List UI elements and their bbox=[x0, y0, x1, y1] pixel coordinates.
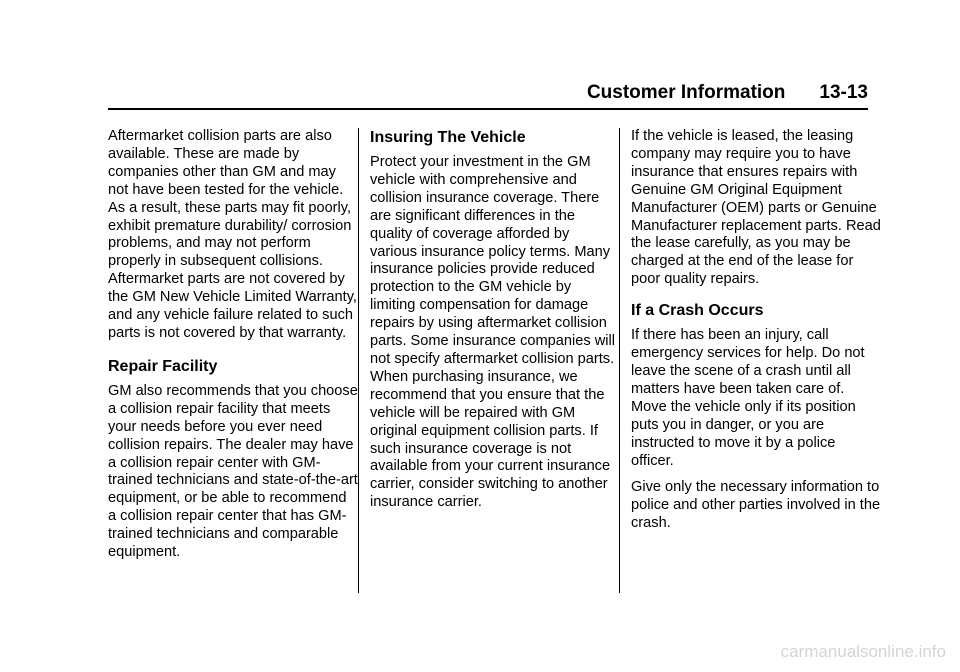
column-right bbox=[631, 128, 881, 533]
repair-facility-paragraph: GM also recommends that you choose a collision repair facility that meets your needs before you ever need collision repairs. The dealer may have a collision repair center with GM-trained technicians and state-of-the-art equipment, or be able to recommend a collision repair center that has GM-trained technicians and comparable equipment. bbox=[108, 382, 358, 561]
insuring-heading: Insuring The Vehicle bbox=[370, 129, 526, 146]
page-number: 13-13 bbox=[819, 82, 868, 103]
column-divider-right bbox=[619, 128, 620, 593]
page-header bbox=[108, 78, 868, 110]
column-middle bbox=[370, 128, 620, 512]
header-title-row bbox=[587, 82, 868, 104]
crash-heading: If a Crash Occurs bbox=[631, 302, 764, 320]
insuring-paragraph: Protect your investment in the GM vehicle with comprehensive and collision insurance coverage. There are significant differences in the quality of coverage afforded by various insurance policy terms. Many insurance policies provide reduced protection to the GM vehicle by limiting compensation for damage repairs by using aftermarket collision parts. Some insurance companies will not specify aftermarket collision parts. When purchasing insurance, we recommend that you ensure that the vehicle will be repaired with GM original equipment collision parts. If such insurance coverage is not available from your current insurance carrier, consider switching to another insurance carrier. bbox=[370, 154, 615, 511]
lease-paragraph: If the vehicle is leased, the leasing company may require you to have insurance that ensures repairs with Genuine GM Original Equipment Manufacturer (OEM) parts or Genuine Manufacturer replacement parts. Read the lease carefully, as you may be charged at the end of the lease for poor quality repairs. bbox=[631, 128, 881, 288]
section-title: Customer Information bbox=[586, 82, 786, 103]
repair-facility-heading: Repair Facility bbox=[108, 357, 218, 375]
aftermarket-paragraph: Aftermarket collision parts are also available. These are made by companies other than GM and may not have been tested for the vehicle. As a result, these parts may fit poorly, exhibit premature durability/ corrosion problems, and may not perform properly in subsequent collisions. Aftermarket parts are not covered by the GM New Vehicle Limited Warranty, and any vehicle failure related to such parts is not covered by that warranty. bbox=[108, 128, 357, 341]
crash-paragraph: If there has been an injury, call emergency services for help. Do not leave the scene of a crash until all matters have been taken care of. Move the vehicle only if its position puts you in danger, or you are instructed to move it by a police officer. bbox=[631, 327, 865, 469]
watermark: carmanualsonline.info bbox=[780, 642, 946, 661]
column-divider-left bbox=[358, 128, 359, 593]
column-left bbox=[108, 128, 358, 562]
information-paragraph: Give only the necessary information to police and other parties involved in the crash. bbox=[631, 479, 881, 532]
